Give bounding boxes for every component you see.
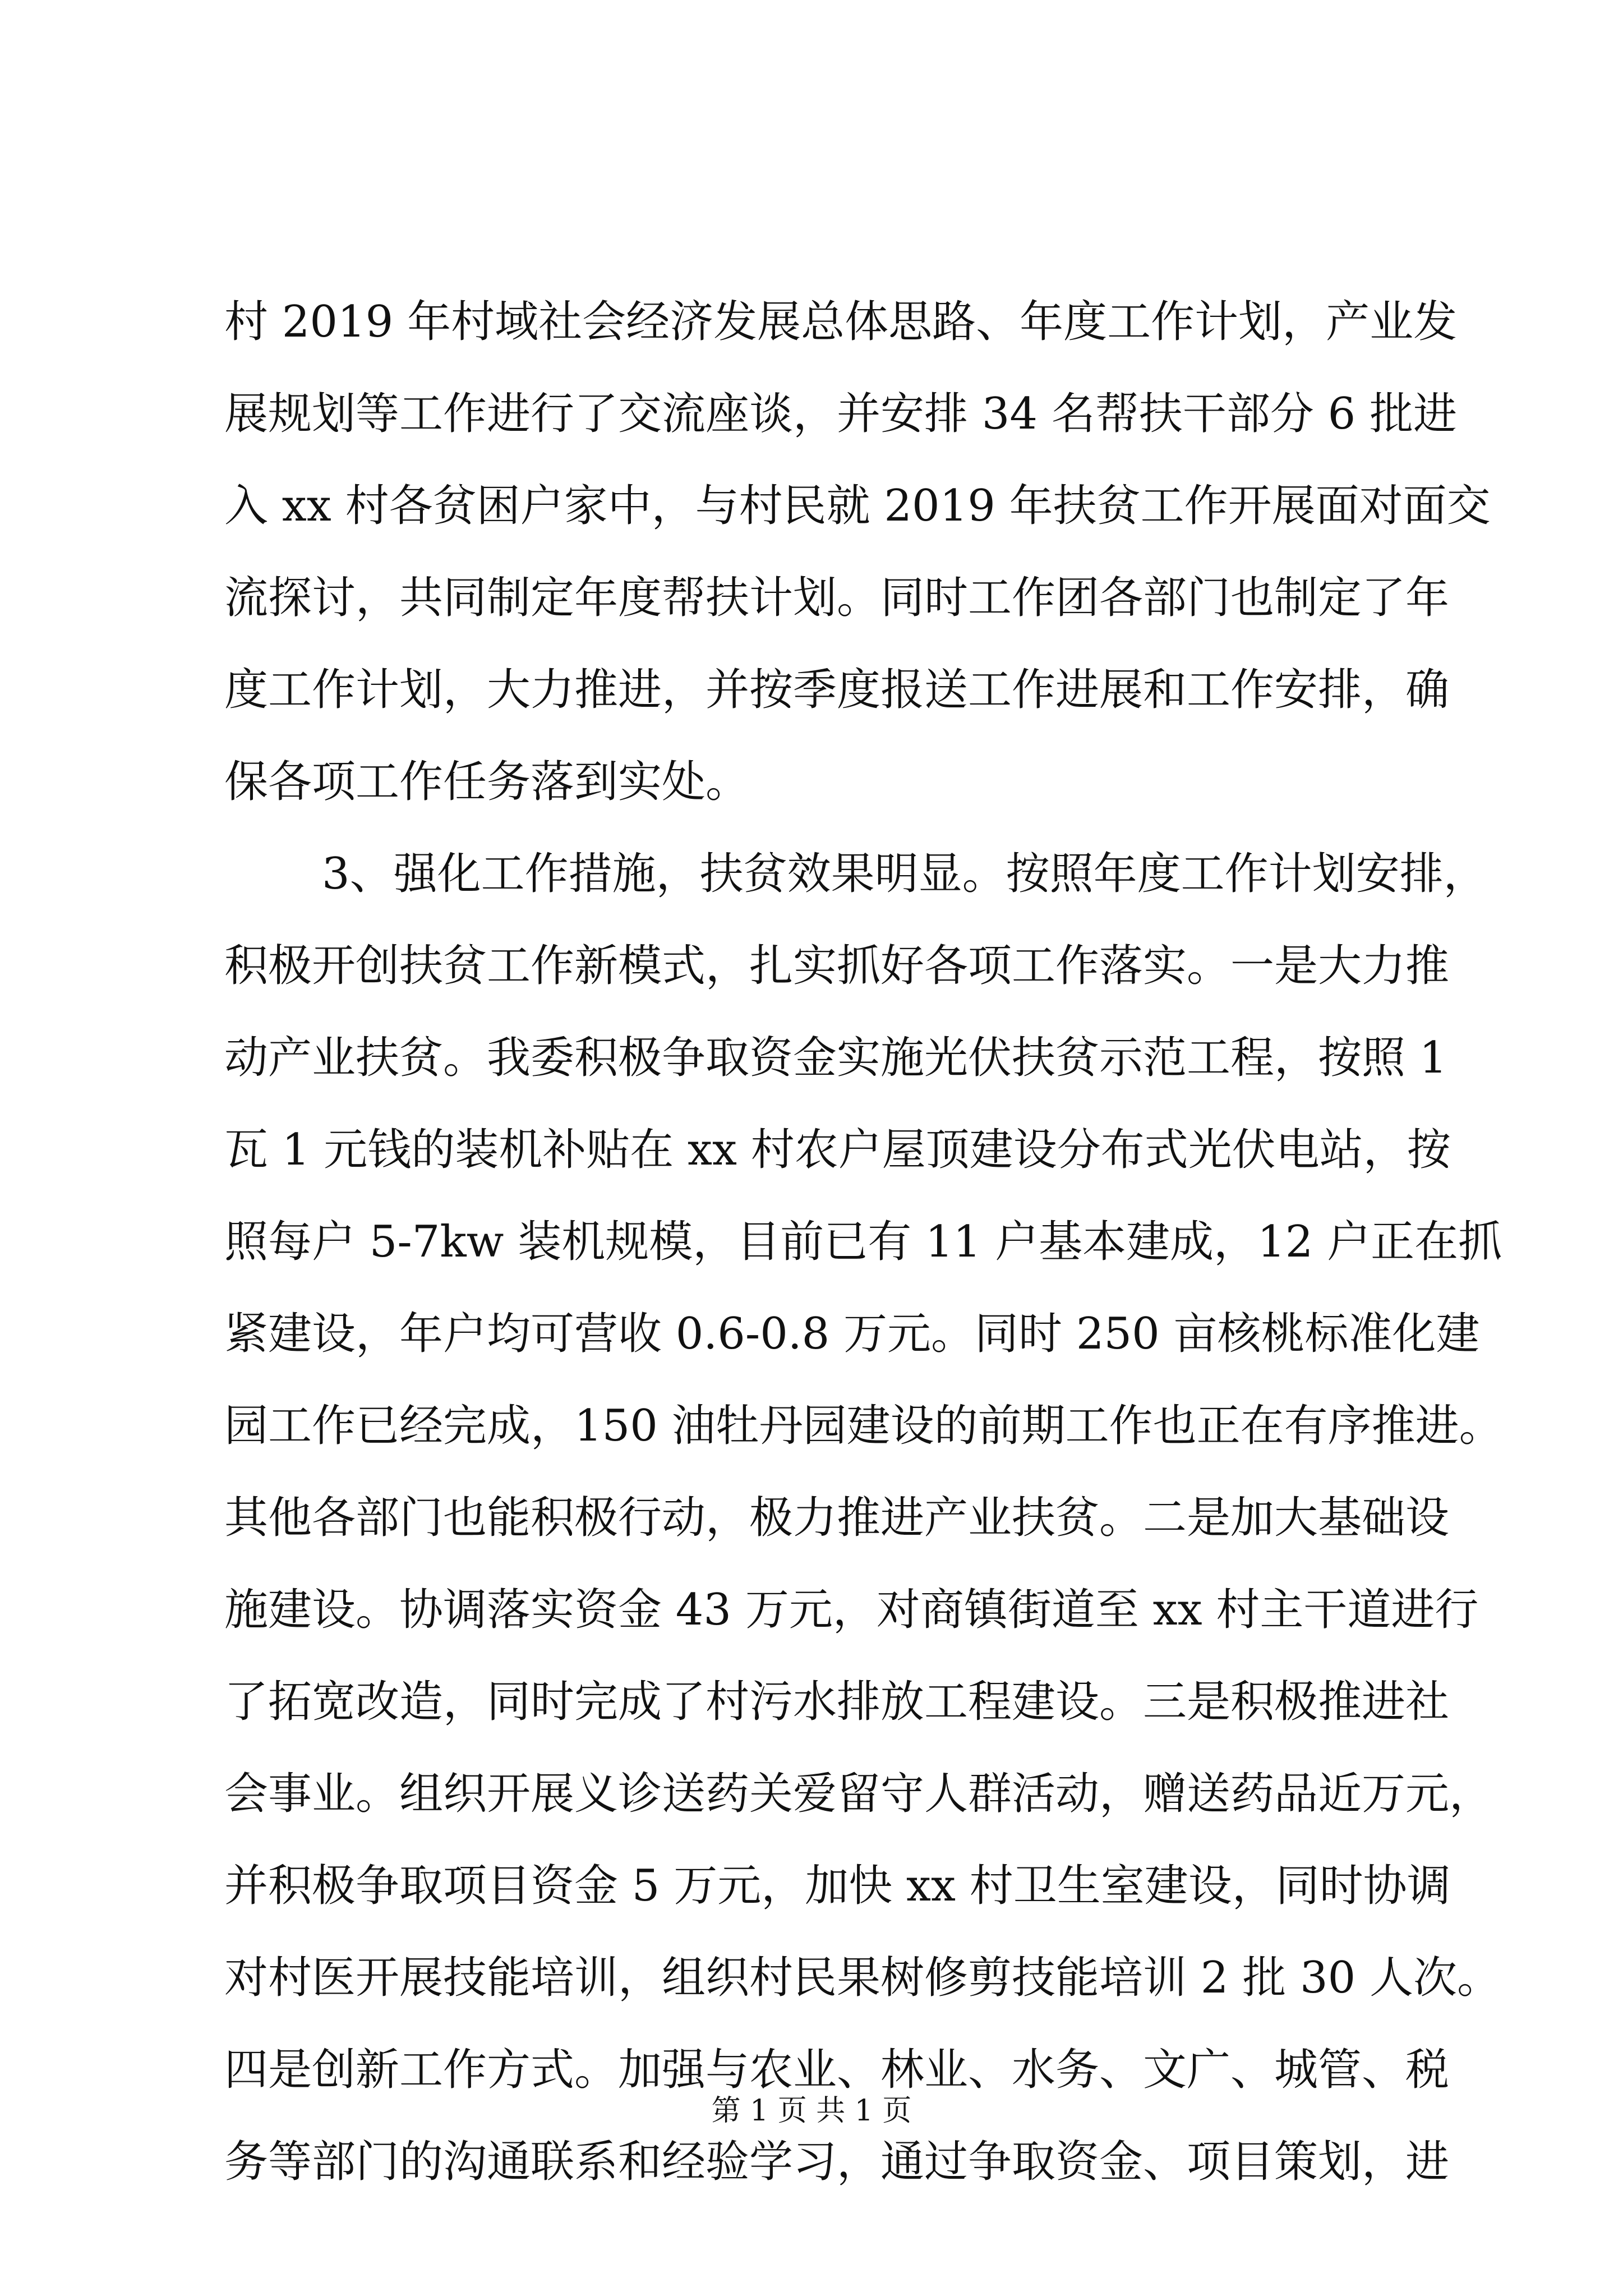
text-line-10: 瓦 1 元钱的装机补贴在 xx 村农户屋顶建设分布式光伏电站，按 (224, 1125, 1451, 1175)
text-line-4: 流探讨，共同制定年度帮扶计划。同时工作团各部门也制定了年 (224, 573, 1450, 623)
text-line-1: 村 2019 年村域社会经济发展总体思路、年度工作计划，产业发 (224, 297, 1458, 347)
text-line-9: 动产业扶贫。我委积极争取资金实施光伏扶贫示范工程，按照 1 (224, 1033, 1447, 1083)
text-line-20: 四是创新工作方式。加强与农业、林业、水务、文广、城管、税 (224, 2045, 1450, 2095)
text-line-3: 入 xx 村各贫困户家中，与村民就 2019 年扶贫工作开展面对面交 (224, 481, 1491, 531)
page-number-label: 第 1 页 共 1 页 (711, 2094, 912, 2128)
text-line-5: 度工作计划，大力推进，并按季度报送工作进展和工作安排，确 (224, 665, 1450, 715)
text-line-11: 照每户 5-7kw 装机规模，目前已有 11 户基本建成，12 户正在抓 (224, 1217, 1502, 1267)
text-line-17: 会事业。组织开展义诊送药关爱留守人群活动，赠送药品近万元， (224, 1769, 1493, 1819)
text-line-16: 了拓宽改造，同时完成了村污水排放工程建设。三是积极推进社 (224, 1677, 1450, 1727)
text-line-6: 保各项工作任务落到实处。 (224, 757, 750, 807)
text-line-7: 3、强化工作措施，扶贫效果明显。按照年度工作计划安排， (322, 849, 1487, 899)
text-line-8: 积极开创扶贫工作新模式，扎实抓好各项工作落实。一是大力推 (224, 941, 1450, 991)
text-line-19: 对村医开展技能培训，组织村民果树修剪技能培训 2 批 30 人次。 (224, 1953, 1501, 2003)
text-line-18: 并积极争取项目资金 5 万元，加快 xx 村卫生室建设，同时协调 (224, 1861, 1451, 1911)
page-footer (0, 2091, 1623, 2131)
text-line-15: 施建设。协调落实资金 43 万元，对商镇街道至 xx 村主干道进行 (224, 1585, 1479, 1635)
text-line-2: 展规划等工作进行了交流座谈，并安排 34 名帮扶干部分 6 批进 (224, 389, 1458, 439)
text-line-12: 紧建设，年户均可营收 0.6-0.8 万元。同时 250 亩核桃标准化建 (224, 1309, 1480, 1359)
body-text (224, 276, 1503, 2208)
text-line-21: 务等部门的沟通联系和经验学习，通过争取资金、项目策划，进 (224, 2137, 1450, 2187)
text-line-14: 其他各部门也能积极行动，极力推进产业扶贫。二是加大基础设 (224, 1493, 1450, 1543)
text-line-13: 园工作已经完成，150 油牡丹园建设的前期工作也正在有序推进。 (224, 1401, 1503, 1451)
